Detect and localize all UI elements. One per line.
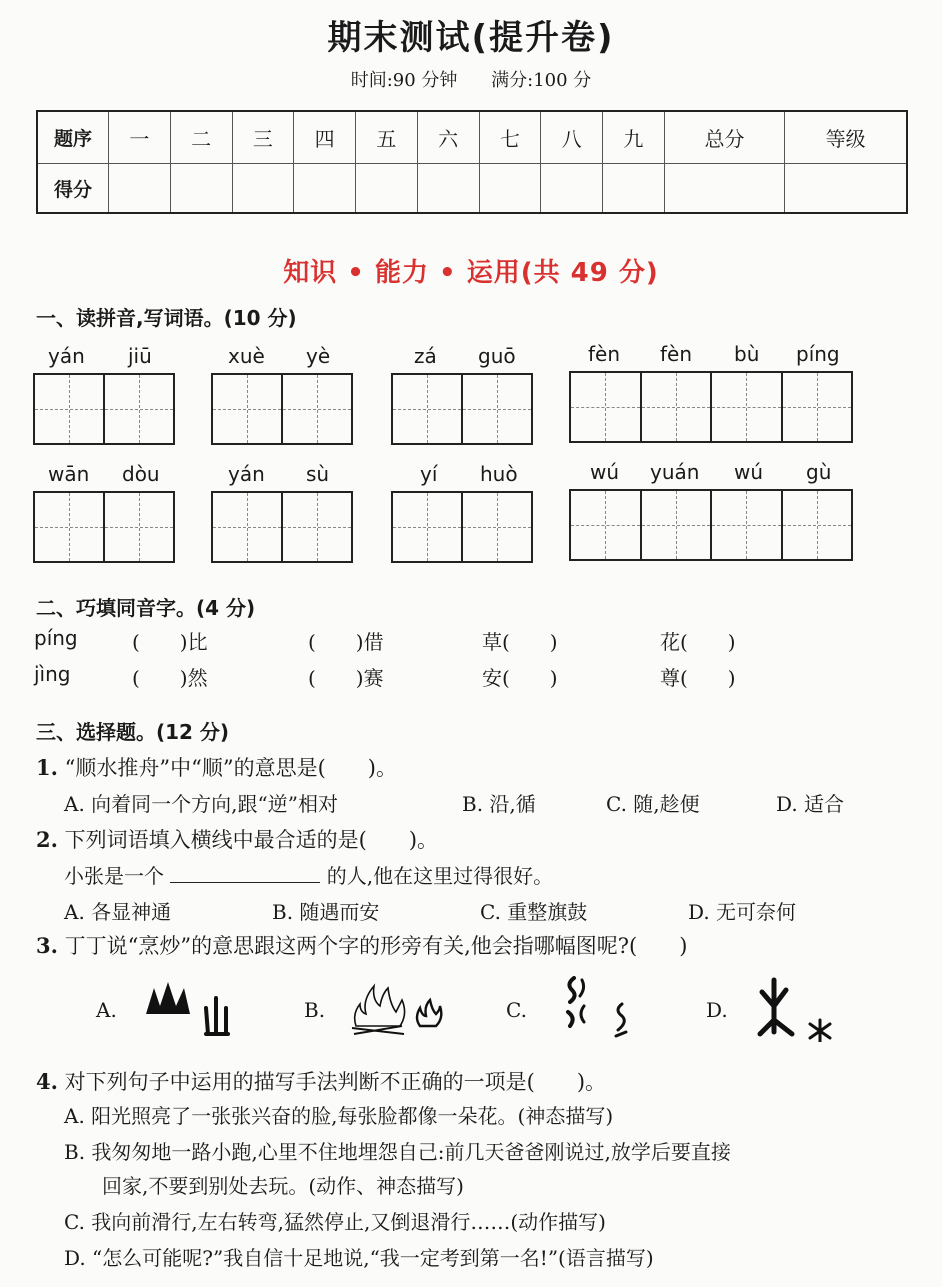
pinyin: wú bbox=[734, 460, 764, 484]
writing-grid[interactable] bbox=[391, 491, 533, 563]
pinyin: huò bbox=[480, 462, 518, 486]
score-cell[interactable] bbox=[232, 164, 294, 213]
q3-heading: 三、选择题。(12 分) bbox=[36, 720, 230, 744]
page-title: 期末测试(提升卷) bbox=[327, 18, 615, 58]
writing-grid[interactable] bbox=[211, 491, 353, 563]
option-b[interactable]: B. 随遇而安 bbox=[272, 900, 380, 924]
score-cell[interactable] bbox=[417, 164, 479, 213]
question-3 bbox=[36, 930, 687, 960]
col-grade: 等级 bbox=[785, 111, 907, 164]
homophone-blank[interactable]: 草( ) bbox=[482, 630, 558, 654]
pinyin: jiū bbox=[128, 344, 152, 368]
col-9: 九 bbox=[603, 111, 665, 164]
q2-pinyin-ping: píng bbox=[34, 626, 78, 650]
question-number: 1. bbox=[36, 755, 58, 780]
homophone-blank[interactable]: 尊( ) bbox=[660, 666, 736, 690]
pinyin: wān bbox=[48, 462, 90, 486]
col-8: 八 bbox=[541, 111, 603, 164]
option-b[interactable]: B. 我匆匆地一路小跑,心里不住地埋怨自己:前几天爸爸刚说过,放学后要直接 bbox=[64, 1140, 731, 1164]
q2-heading: 二、巧填同音字。(4 分) bbox=[36, 596, 256, 620]
col-6: 六 bbox=[417, 111, 479, 164]
writing-grid[interactable] bbox=[211, 373, 353, 445]
option-c[interactable]: C. 随,趁便 bbox=[606, 792, 700, 816]
question-number: 3. bbox=[36, 933, 58, 958]
question-number: 2. bbox=[36, 827, 58, 852]
homophone-blank[interactable]: 安( ) bbox=[482, 666, 558, 690]
pinyin: fèn bbox=[660, 342, 693, 366]
pinyin: yè bbox=[306, 344, 331, 368]
pinyin: guō bbox=[478, 344, 516, 368]
score-table bbox=[36, 110, 908, 214]
time-limit: 时间:90 分钟 bbox=[350, 70, 458, 91]
homophone-blank[interactable]: ( )比 bbox=[132, 630, 208, 654]
homophone-blank[interactable]: ( )然 bbox=[132, 666, 208, 690]
option-c[interactable]: C. 我向前滑行,左右转弯,猛然停止,又倒退滑行……(动作描写) bbox=[64, 1210, 606, 1234]
pinyin: dòu bbox=[122, 462, 160, 486]
question-stem: “顺水推舟”中“顺”的意思是( )。 bbox=[64, 756, 397, 780]
score-cell[interactable] bbox=[541, 164, 603, 213]
question-stem: 对下列句子中运用的描写手法判断不正确的一项是( )。 bbox=[64, 1070, 607, 1094]
col-total: 总分 bbox=[664, 111, 785, 164]
col-3: 三 bbox=[232, 111, 294, 164]
campfire-icon bbox=[346, 974, 446, 1036]
pinyin: zá bbox=[414, 344, 437, 368]
sentence-blank[interactable] bbox=[170, 864, 320, 883]
score-cell[interactable] bbox=[479, 164, 541, 213]
writing-grid[interactable] bbox=[33, 373, 175, 445]
homophone-blank[interactable]: ( )赛 bbox=[308, 666, 384, 690]
option-a[interactable]: A. 向着同一个方向,跟“逆”相对 bbox=[64, 792, 338, 816]
pinyin: yuán bbox=[650, 460, 700, 484]
option-c[interactable]: C. bbox=[506, 998, 527, 1022]
option-d[interactable]: D. bbox=[706, 998, 728, 1022]
homophone-blank[interactable]: ( )借 bbox=[308, 630, 384, 654]
question-2 bbox=[36, 824, 438, 854]
pinyin: yí bbox=[420, 462, 438, 486]
option-d[interactable]: D. 无可奈何 bbox=[688, 900, 797, 924]
row-label-question-order: 题序 bbox=[37, 111, 109, 164]
pinyin: sù bbox=[306, 462, 330, 486]
row-label-score: 得分 bbox=[37, 164, 109, 213]
score-cell[interactable] bbox=[603, 164, 665, 213]
score-table-header-row bbox=[37, 111, 907, 164]
water-pictograph-icon bbox=[560, 972, 640, 1042]
score-cell[interactable] bbox=[170, 164, 232, 213]
writing-grid[interactable] bbox=[33, 491, 175, 563]
option-d[interactable]: D. “怎么可能呢?”我自信十足地说,“我一定考到第一名!”(语言描写) bbox=[64, 1246, 654, 1270]
score-cell[interactable] bbox=[294, 164, 356, 213]
pinyin: yán bbox=[48, 344, 85, 368]
question-number: 4. bbox=[36, 1069, 58, 1094]
section-title: 知识 • 能力 • 运用(共 49 分) bbox=[283, 258, 659, 288]
writing-grid[interactable] bbox=[391, 373, 533, 445]
pinyin: gù bbox=[806, 460, 832, 484]
fire-pictograph-icon bbox=[140, 978, 240, 1040]
score-cell[interactable] bbox=[109, 164, 171, 213]
fill-sentence bbox=[64, 860, 553, 889]
pinyin: wú bbox=[590, 460, 620, 484]
score-cell[interactable] bbox=[785, 164, 907, 213]
writing-grid[interactable] bbox=[569, 371, 853, 443]
q2-pinyin-jing: jìng bbox=[34, 662, 71, 686]
score-cell[interactable] bbox=[356, 164, 418, 213]
q1-heading: 一、读拼音,写词语。(10 分) bbox=[36, 306, 297, 330]
option-b[interactable]: B. 沿,循 bbox=[462, 792, 536, 816]
pinyin: fèn bbox=[588, 342, 621, 366]
pinyin: yán bbox=[228, 462, 265, 486]
option-c[interactable]: C. 重整旗鼓 bbox=[480, 900, 588, 924]
option-d[interactable]: D. 适合 bbox=[776, 792, 845, 816]
sentence-part-b: 的人,他在这里过得很好。 bbox=[326, 864, 554, 888]
score-cell[interactable] bbox=[664, 164, 785, 213]
pinyin: píng bbox=[796, 342, 840, 366]
question-stem: 丁丁说“烹炒”的意思跟这两个字的形旁有关,他会指哪幅图呢?( ) bbox=[64, 934, 688, 958]
option-b[interactable]: B. bbox=[304, 998, 326, 1022]
col-7: 七 bbox=[479, 111, 541, 164]
option-a[interactable]: A. bbox=[96, 998, 117, 1022]
question-stem: 下列词语填入横线中最合适的是( )。 bbox=[64, 828, 439, 852]
full-score: 满分:100 分 bbox=[491, 70, 592, 91]
option-a[interactable]: A. 各显神通 bbox=[64, 900, 172, 924]
exam-info bbox=[0, 66, 942, 92]
question-4 bbox=[36, 1066, 606, 1096]
tree-pictograph-icon bbox=[752, 972, 842, 1042]
pinyin: xuè bbox=[228, 344, 265, 368]
option-b-continued: 回家,不要到别处去玩。(动作、神态描写) bbox=[102, 1174, 464, 1198]
homophone-blank[interactable]: 花( ) bbox=[660, 630, 736, 654]
sentence-part-a: 小张是一个 bbox=[64, 864, 164, 888]
question-1 bbox=[36, 752, 397, 782]
col-5: 五 bbox=[356, 111, 418, 164]
col-4: 四 bbox=[294, 111, 356, 164]
writing-grid[interactable] bbox=[569, 489, 853, 561]
option-a[interactable]: A. 阳光照亮了一张张兴奋的脸,每张脸都像一朵花。(神态描写) bbox=[64, 1104, 614, 1128]
pinyin: bù bbox=[734, 342, 760, 366]
score-table-score-row bbox=[37, 164, 907, 213]
col-2: 二 bbox=[170, 111, 232, 164]
col-1: 一 bbox=[109, 111, 171, 164]
